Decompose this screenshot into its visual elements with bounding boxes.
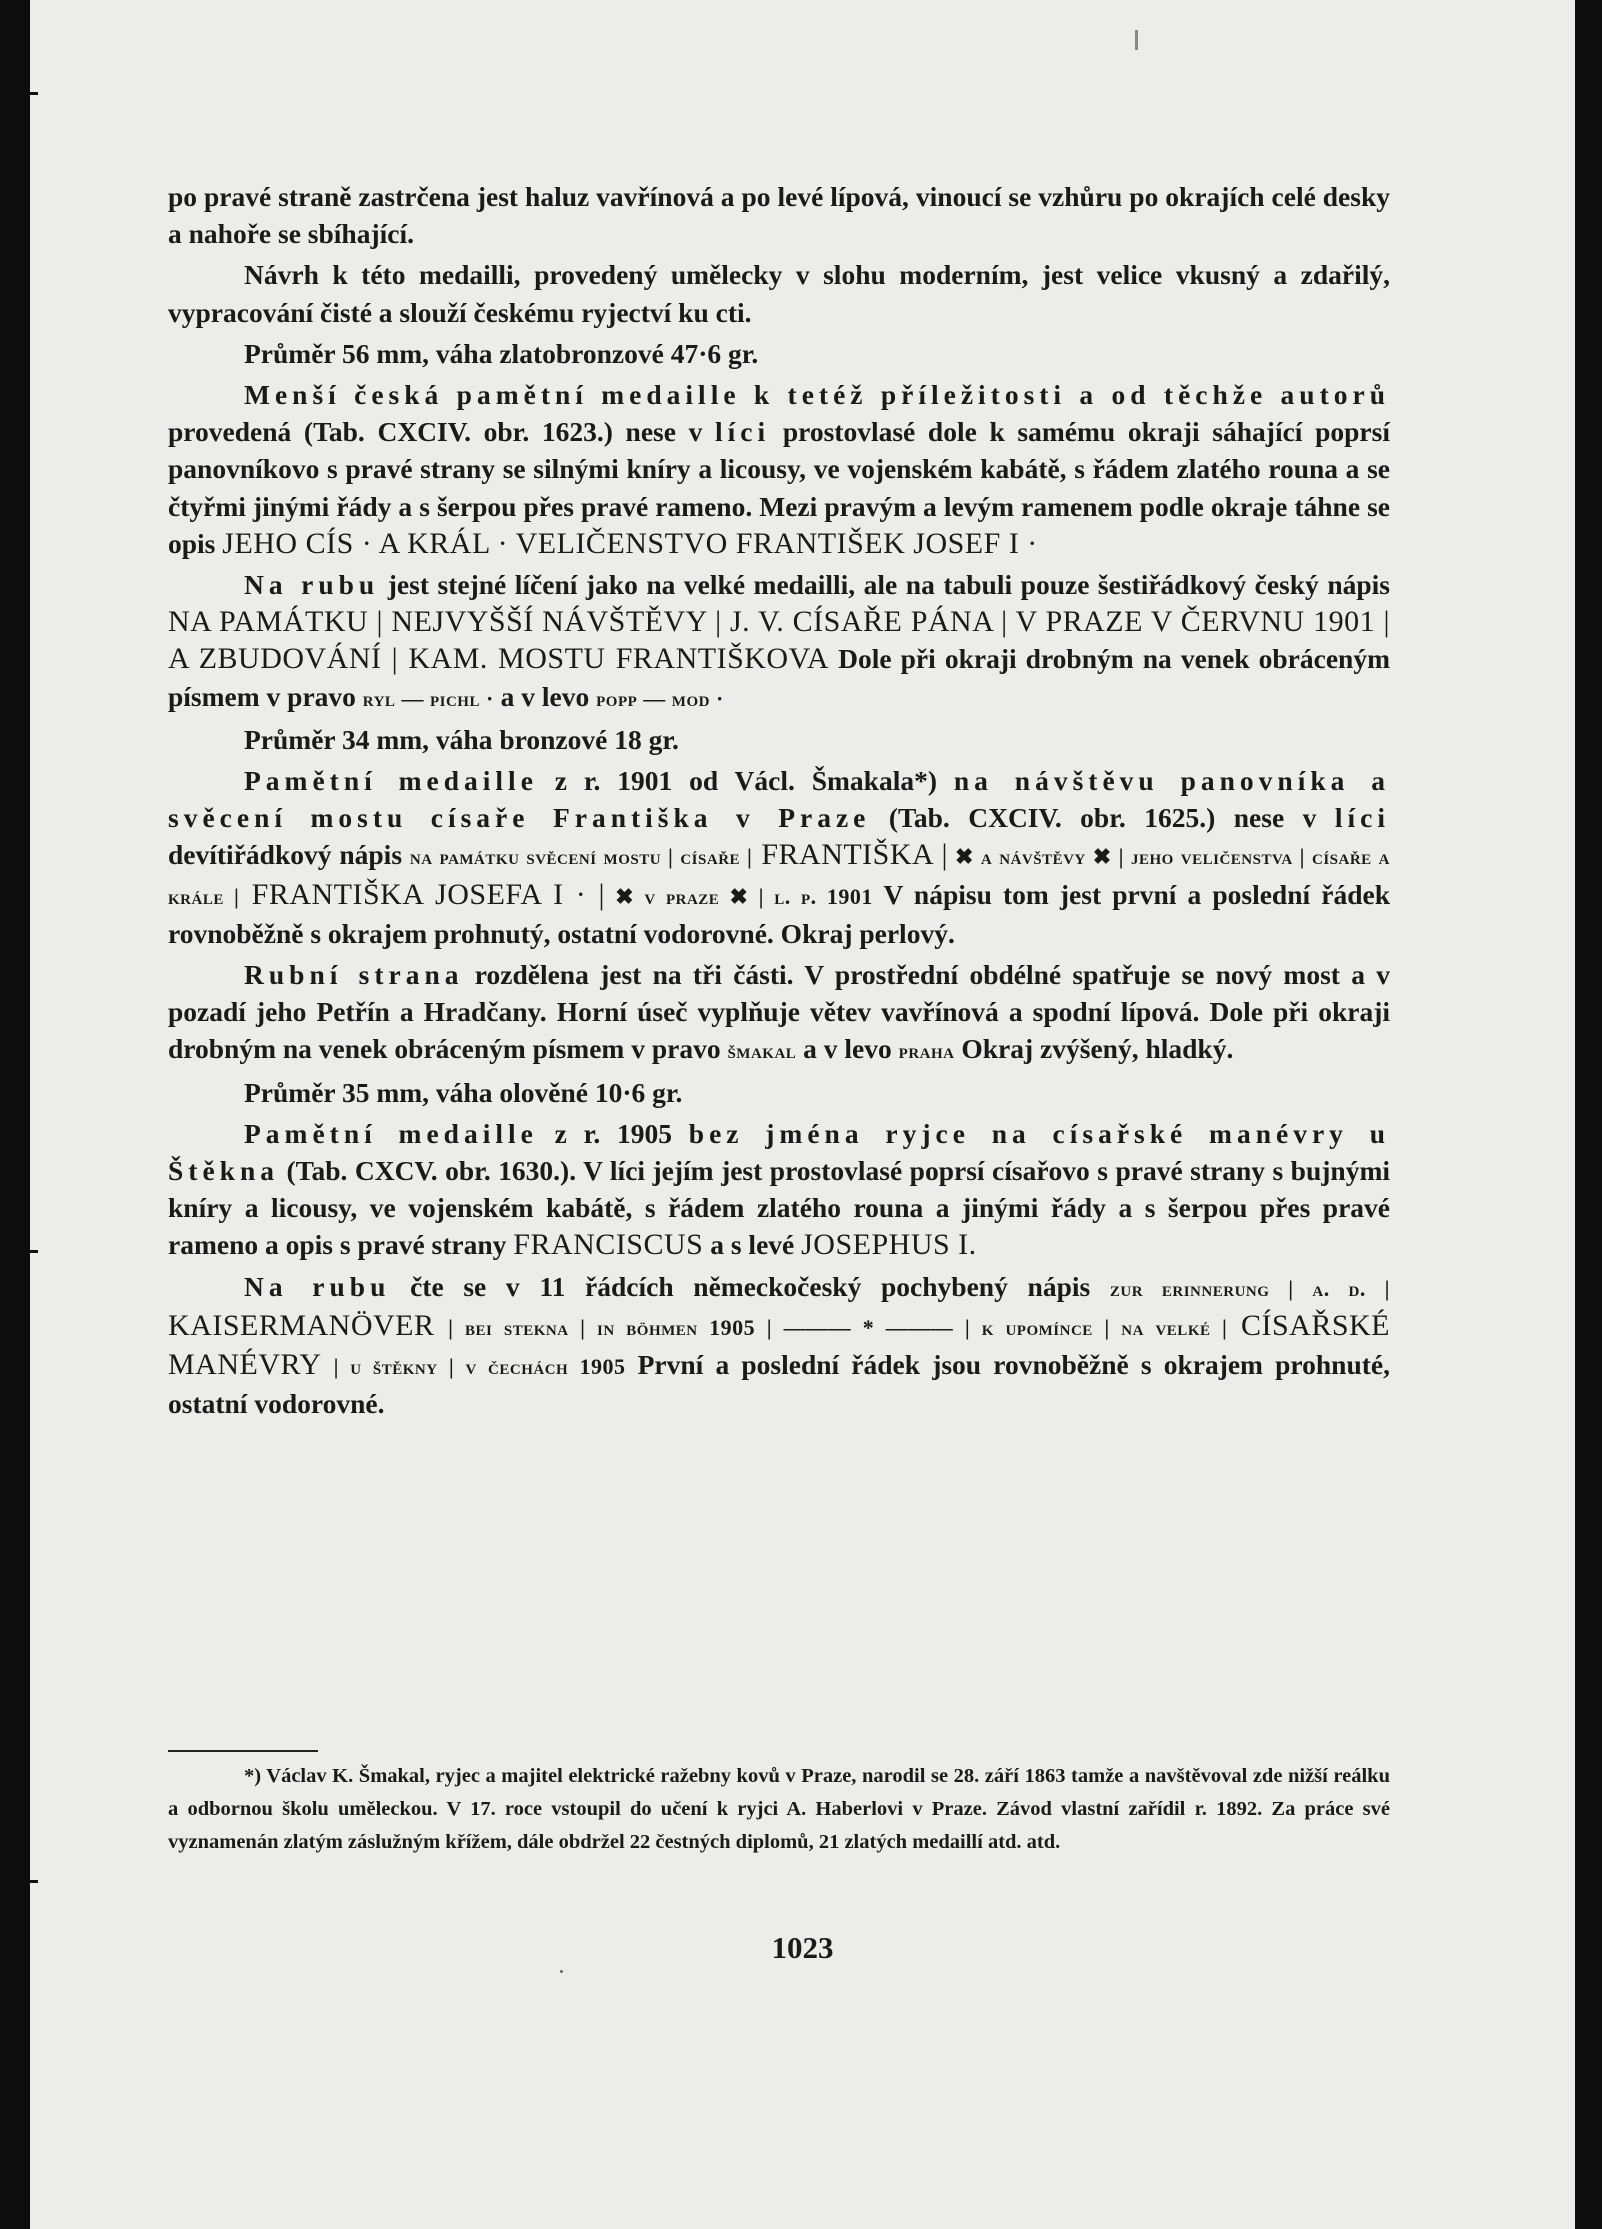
scanned-page: [30, 0, 1575, 2229]
text-run: Průměr 35 mm, váha olověné 10·6 gr.: [244, 1076, 683, 1108]
styled-text-sp: na návštěvu panovníka a svěcení mostu císaře Františka v Praze: [168, 765, 1390, 834]
styled-text-cap: KAISERMANÖVER: [168, 1308, 449, 1342]
text-run: Dole při okraji drobným na venek obráceným písmem v pravo: [168, 643, 1390, 712]
styled-text-sc: zur erinnerung | a. d. |: [1109, 1275, 1390, 1301]
text-run: rozdělena jest na tři části. V prostřední obdélné spatřuje se nový most a v pozadí jeho Petřín a Hradčany. Horní úseč vyplňuje větev vavřínová a spodní lípová. Dole při okraji drobným na venek obráceným písmem v pravo: [168, 959, 1390, 1065]
styled-text-sc: | bei stekna | in böhmen 1905 | ——— * ——— | k upomínce | na velké |: [448, 1314, 1228, 1340]
styled-text-cap: JEHO CÍS · A KRÁL · VELIČENSTVO FRANTIŠEK JOSEF I ·: [222, 526, 1038, 560]
text-run: z r. 1905: [537, 1117, 689, 1149]
edge-mark: [30, 1250, 38, 1253]
styled-text-sp: Na rubu: [244, 1270, 391, 1302]
styled-text-cap: FRANTIŠKA |: [752, 838, 949, 872]
text-run: čte se v 11 řádcích německočeský pochybený nápis: [390, 1270, 1110, 1302]
styled-text-cap: NA PAMÁTKU | NEJVYŠŠÍ NÁVŠTĚVY | J. V. CÍSAŘE PÁNA | V PRAZE V ČERVNU 1901 | A ZBUDOVÁNÍ | KAM. MOSTU FRANTIŠKOVA: [168, 605, 1390, 676]
paragraph: [168, 1115, 1390, 1264]
paragraph: [168, 1268, 1390, 1423]
styled-text-cap: JOSEPHUS I.: [801, 1228, 977, 1262]
styled-text-sc: praha: [898, 1038, 955, 1064]
styled-text-sc: ✖ a návštěvy ✖ | jeho veličenstva | císaře a krále |: [168, 844, 1390, 909]
paragraph: [168, 721, 1390, 758]
text-run: a v levo: [493, 680, 597, 712]
text-run: provedená (Tab. CXCIV. obr. 1623.) nese v: [168, 416, 716, 448]
text-run: (Tab. CXCIV. obr. 1625.) nese v: [870, 802, 1335, 834]
edge-mark: [30, 92, 38, 95]
styled-text-sc: ✖ v praze ✖ | l. p. 1901: [605, 883, 873, 909]
text-run: Okraj zvýšený, hladký.: [954, 1033, 1234, 1065]
text-run: z r. 1901 od Václ. Šmakala*): [537, 765, 954, 797]
text-run: a v levo: [796, 1033, 899, 1065]
footnote: *) Václav K. Šmakal, ryjec a majitel elektrické ražebny kovů v Praze, narodil se 28. září 1863 tamže a navštěvoval zde nižší reálku a odbornou školu uměleckou. V 17. roce vstoupil do učení k ryjci A. Haberlovi v Praze. Závod vlastní zařídil r. 1892. Za práce své vyznamenán zlatým záslužným křížem, dále obdržel 22 čestných diplomů, 21 zlatých medaillí atd. atd.: [168, 1765, 1390, 1853]
paragraph: [168, 566, 1390, 717]
styled-text-cap: FRANCISCUS: [513, 1228, 704, 1262]
footnote-rule: [168, 1750, 318, 1752]
styled-text-sp: líci: [1334, 802, 1390, 834]
styled-text-cap: FRANTIŠKA JOSEFA I · |: [239, 877, 606, 911]
styled-text-sc: na památku svěcení mostu | císaře |: [409, 844, 753, 870]
text-run: jest stejné líčení jako na velké medailli, ale na tabuli pouze šestiřádkový český nápis: [379, 569, 1391, 601]
paragraph: [168, 256, 1390, 330]
text-run: Návrh k této medailli, provedený umělecky v slohu moderním, jest velice vkusný a zdařilý, vypracování čisté a slouží českému ryjectví ku cti.: [168, 259, 1390, 328]
text-run: devítiřádkový nápis: [168, 839, 410, 871]
styled-text-sp: Pamětní medaille: [244, 1117, 538, 1149]
paragraph: [168, 762, 1390, 952]
styled-text-sp: Rubní strana: [244, 959, 464, 991]
styled-text-sc: | u štěkny | v čechách 1905: [333, 1354, 626, 1380]
styled-text-sc: šmakal: [727, 1038, 797, 1064]
paragraph: [168, 335, 1390, 372]
styled-text-sc: ryl — pichl ·: [362, 685, 494, 711]
paragraph: [168, 178, 1390, 252]
text-run: První a poslední řádek jsou rovnoběžně s okrajem prohnuté, ostatní vodorovné.: [168, 1349, 1390, 1420]
text-run: Průměr 34 mm, váha bronzové 18 gr.: [244, 723, 679, 755]
styled-text-sp: bez jména ryjce na císařské manévry u Štěkna: [168, 1117, 1390, 1187]
styled-text-sc: popp — mod ·: [596, 685, 724, 711]
styled-text-sp: Menší česká pamětní medaille k tetéž příležitosti a od těchže autorů: [244, 379, 1390, 411]
paragraph: [168, 956, 1390, 1070]
text-run: prostovlasé dole k samému okraji sáhající poprsí panovníkovo s pravé strany se silnými kníry a licousy, ve vojenském kabátě, s řádem zlatého rouna a se čtyřmi jinými řády a s šerpou přes pravé rameno. Mezi pravým a levým ramenem podle okraje táhne se opis: [168, 416, 1390, 559]
scan-mark: [1135, 30, 1138, 50]
text-run: Průměr 56 mm, váha zlatobronzové 47·6 gr.: [244, 337, 759, 369]
scan-speck: [560, 1970, 563, 1973]
paragraph: [168, 1074, 1390, 1111]
text-run: a s levé: [703, 1229, 802, 1261]
styled-text-sp: líci: [715, 416, 771, 448]
body-text: [168, 178, 1390, 1423]
styled-text-cap: CÍSAŘSKÉ MANÉVRY: [168, 1308, 1391, 1382]
text-run: V nápisu tom jest první a poslední řádek rovnoběžně s okrajem prohnutý, ostatní vodorovné. Okraj perlový.: [168, 878, 1390, 949]
styled-text-sp: Na rubu: [244, 569, 380, 601]
text-run: (Tab. CXCV. obr. 1630.). V líci jejím jest prostovlasé poprsí císařovo s pravé strany s bujnými kníry a licousy, ve vojenském kabátě, s řádem zlatého rouna a jinými řády a s šerpou přes pravé rameno a opis s pravé strany: [168, 1155, 1390, 1261]
page-number: 1023: [771, 1930, 834, 1965]
edge-mark: [30, 1880, 38, 1883]
text-run: po pravé straně zastrčena jest haluz vavřínová a po levé lípová, vinoucí se vzhůru po okrajích celé desky a nahoře se sbíhající.: [168, 181, 1390, 250]
paragraph: [168, 376, 1390, 562]
styled-text-sp: Pamětní medaille: [244, 765, 538, 797]
